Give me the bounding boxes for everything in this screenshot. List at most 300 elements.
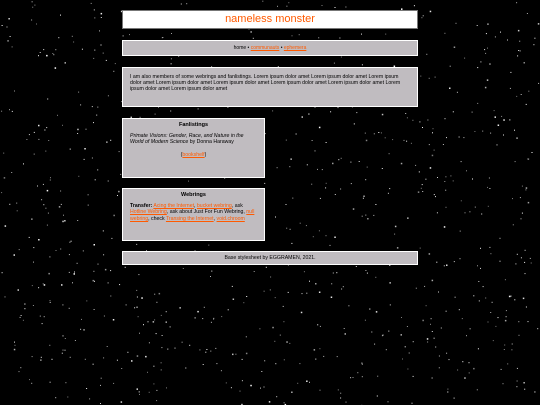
star (515, 263, 516, 264)
star (97, 107, 98, 108)
star (522, 186, 523, 187)
star (495, 326, 496, 327)
star (457, 370, 458, 371)
star (422, 320, 424, 322)
star (83, 250, 84, 251)
star (510, 72, 511, 73)
star (206, 349, 207, 350)
star (235, 354, 236, 355)
star (103, 254, 104, 255)
star (446, 207, 447, 208)
star (4, 177, 5, 179)
star (427, 120, 428, 121)
star (449, 359, 450, 360)
star (306, 293, 307, 294)
star (107, 346, 108, 347)
star (20, 367, 21, 368)
star (309, 281, 310, 282)
star (94, 50, 95, 51)
star (345, 333, 347, 335)
star (162, 335, 163, 336)
star (407, 369, 408, 370)
star (179, 307, 181, 309)
star (9, 109, 10, 110)
star (32, 356, 33, 357)
star (421, 188, 422, 189)
star (156, 390, 157, 391)
star (500, 32, 501, 33)
star (314, 349, 316, 351)
star (17, 210, 18, 211)
webring-link-null[interactable]: null webring (130, 209, 255, 222)
star (465, 212, 466, 213)
webring-link-acing[interactable]: Acing the Internet (153, 203, 195, 210)
star (472, 112, 473, 113)
nav-bar (122, 40, 418, 56)
star (434, 150, 435, 151)
star (430, 167, 432, 169)
star (36, 24, 37, 25)
webring-link-void[interactable]: void.chroom (216, 215, 245, 222)
fanlistings-box (122, 118, 265, 178)
star (424, 286, 425, 287)
star (286, 6, 287, 7)
star (532, 152, 533, 153)
star (143, 324, 144, 325)
star (55, 397, 56, 398)
star (166, 321, 168, 323)
star (453, 111, 454, 112)
star (264, 360, 265, 361)
star (62, 304, 63, 305)
star (322, 5, 323, 6)
star (276, 396, 277, 397)
star (500, 261, 501, 262)
star (405, 346, 406, 347)
star (464, 377, 466, 379)
star (503, 135, 504, 136)
star (365, 270, 366, 271)
star (478, 281, 479, 282)
star (444, 265, 445, 266)
star (77, 133, 78, 134)
webring-link-hotline[interactable]: Hotline Webring (130, 209, 167, 216)
star (513, 224, 514, 225)
intro-text: I am also members of some webrings and fanlistings. Lorem ipsum dolor amet Lorem ipsum dolor amet Lorem ipsum dolor amet Lorem ipsum dolor amet Lorem ipsum dolor amet Lorem ipsum dolor amet Lorem ipsum dolor amet Lorem ipsum dolor amet Lorem ipsum dolor amet (130, 74, 401, 93)
star (319, 292, 321, 294)
star (94, 244, 96, 246)
star (78, 92, 79, 93)
star (119, 284, 120, 285)
star (110, 296, 111, 297)
star (487, 187, 488, 188)
star (518, 50, 519, 51)
star (153, 366, 154, 367)
star (156, 302, 157, 303)
star (47, 225, 48, 226)
star (407, 326, 408, 327)
star (213, 319, 214, 320)
star (161, 347, 162, 348)
star (484, 49, 485, 50)
star (113, 383, 114, 384)
star (474, 131, 475, 132)
star (335, 7, 336, 8)
star (538, 23, 540, 25)
star (12, 111, 13, 112)
star (323, 356, 324, 357)
star (430, 11, 432, 13)
star (33, 247, 34, 248)
star (437, 212, 438, 213)
star (519, 41, 520, 42)
star (509, 119, 511, 121)
star (215, 348, 216, 349)
star (523, 298, 525, 300)
star (304, 271, 305, 272)
star (86, 388, 87, 389)
star (11, 172, 12, 173)
star (371, 332, 372, 333)
star (53, 54, 54, 55)
star (47, 190, 49, 192)
star (86, 300, 87, 301)
star (518, 321, 519, 322)
star (462, 361, 463, 362)
star (489, 188, 490, 189)
star (121, 368, 122, 369)
star (41, 357, 42, 358)
star (86, 129, 87, 130)
star (426, 305, 427, 306)
star (44, 130, 45, 131)
nav-link-ephemera[interactable]: ephemera (283, 45, 307, 51)
star (119, 151, 120, 152)
star (494, 110, 495, 111)
star (62, 221, 64, 223)
star (516, 386, 517, 387)
star (462, 318, 463, 319)
star (246, 353, 248, 355)
star (26, 139, 27, 140)
star (478, 348, 479, 349)
bookshelf-line (130, 152, 257, 158)
star (59, 206, 61, 208)
nav-separator: • (246, 45, 251, 51)
star (38, 125, 40, 127)
star (72, 282, 73, 283)
star (449, 88, 451, 90)
star (149, 392, 150, 393)
star (490, 133, 491, 134)
star (423, 15, 424, 16)
star (20, 317, 21, 318)
star (270, 277, 271, 278)
star (439, 356, 440, 357)
star (340, 393, 341, 394)
nav-home[interactable]: home (233, 45, 247, 51)
star (489, 247, 490, 248)
star (473, 295, 474, 296)
star (202, 318, 203, 319)
star (288, 2, 289, 3)
star (401, 334, 403, 336)
star (526, 307, 527, 308)
star (521, 257, 522, 258)
star (483, 286, 484, 287)
star (147, 372, 148, 373)
webring-link-transing[interactable]: Transing the Internet (165, 215, 214, 222)
star (3, 153, 4, 154)
star (111, 238, 112, 239)
star (482, 131, 483, 132)
star (94, 309, 95, 310)
star (336, 272, 337, 273)
star (498, 317, 499, 318)
star (61, 284, 63, 286)
star (103, 230, 104, 231)
bookshelf-link[interactable]: bookshelf (182, 151, 205, 158)
star (435, 77, 436, 78)
star (454, 261, 455, 262)
star (16, 203, 17, 204)
star (100, 403, 101, 404)
star (166, 311, 167, 312)
star (507, 40, 508, 41)
star (12, 46, 13, 47)
star (376, 311, 378, 313)
star (44, 316, 45, 317)
star (89, 398, 90, 399)
star (65, 62, 67, 64)
star (117, 195, 118, 196)
star (103, 357, 104, 358)
star (55, 49, 56, 50)
star (185, 368, 186, 369)
star (434, 338, 435, 339)
star (211, 271, 212, 272)
star (31, 20, 32, 21)
star (480, 268, 481, 269)
star (85, 359, 86, 360)
nav-separator: • (279, 45, 284, 51)
transfer-label: Transfer: (130, 203, 153, 210)
star (88, 205, 89, 206)
star (429, 78, 430, 79)
star (386, 349, 387, 350)
star (121, 401, 123, 403)
star (528, 202, 530, 204)
star (95, 179, 96, 180)
star (500, 238, 501, 239)
star (432, 132, 433, 133)
star (479, 300, 480, 301)
star (459, 137, 460, 138)
star (320, 326, 321, 327)
star (489, 63, 491, 65)
site-title: nameless monster (225, 13, 315, 25)
star (97, 169, 98, 170)
star (431, 318, 432, 319)
star (445, 176, 446, 177)
star (148, 321, 149, 322)
star (505, 320, 507, 322)
star (436, 262, 437, 263)
star (461, 200, 462, 201)
star (113, 319, 115, 321)
star (81, 319, 82, 320)
star (70, 149, 71, 150)
star (533, 44, 534, 45)
star (288, 292, 289, 293)
star (101, 13, 103, 15)
star (475, 207, 476, 208)
star (490, 253, 491, 254)
star (118, 191, 120, 193)
star (331, 297, 333, 299)
star (108, 181, 109, 182)
star (62, 353, 63, 354)
star (32, 1, 33, 2)
star (485, 87, 487, 89)
star (221, 316, 222, 317)
star (274, 341, 275, 342)
star (526, 187, 528, 189)
star (60, 191, 61, 192)
star (481, 214, 482, 215)
star (469, 372, 470, 373)
star (50, 180, 51, 181)
star (283, 321, 284, 322)
star (96, 115, 97, 116)
star (127, 352, 128, 353)
star (480, 61, 481, 62)
star (437, 177, 438, 178)
star (383, 335, 384, 336)
star (108, 282, 109, 283)
star (444, 226, 446, 228)
star (73, 42, 74, 43)
star (34, 154, 35, 155)
star (320, 390, 321, 391)
star (283, 306, 284, 307)
star (60, 249, 61, 250)
star (232, 286, 233, 287)
star (125, 267, 126, 268)
star (29, 134, 30, 135)
star (14, 91, 15, 92)
star (56, 250, 57, 251)
star (260, 388, 261, 389)
star (134, 307, 135, 308)
star (511, 349, 512, 350)
star (390, 304, 391, 305)
star (507, 363, 508, 364)
star (477, 265, 478, 266)
star (443, 144, 444, 145)
star (77, 129, 79, 131)
star (126, 304, 127, 305)
star (153, 321, 155, 323)
star (510, 88, 511, 89)
star (24, 303, 26, 305)
star (181, 4, 182, 5)
star (472, 179, 473, 180)
star (469, 211, 470, 212)
star (199, 349, 200, 350)
star (297, 383, 298, 384)
star (7, 27, 8, 28)
star (31, 218, 32, 220)
star (486, 33, 487, 34)
star (531, 263, 532, 264)
star (501, 116, 502, 117)
star (82, 49, 83, 50)
star (77, 220, 78, 221)
star (480, 248, 481, 249)
star (2, 25, 3, 26)
star (420, 76, 421, 77)
star (154, 294, 155, 295)
star (139, 394, 140, 395)
star (99, 30, 100, 31)
star (338, 389, 339, 390)
webring-link-bucket[interactable]: bucket webring (196, 203, 232, 210)
fanlistings-entry (130, 133, 257, 145)
star (159, 293, 161, 295)
star (353, 377, 354, 378)
star (350, 377, 351, 378)
star (14, 349, 16, 351)
star (528, 321, 529, 322)
star (182, 342, 183, 343)
star (103, 53, 104, 54)
star (446, 353, 447, 354)
star (277, 6, 278, 7)
star (74, 272, 75, 273)
star (429, 144, 430, 145)
nav-link-communauts[interactable]: communauts (250, 45, 280, 51)
star (108, 95, 109, 96)
star (84, 148, 86, 150)
fanlistings-title: Fanlistings (178, 122, 209, 128)
star (156, 333, 157, 334)
side-column (122, 118, 265, 241)
star (454, 398, 455, 399)
star (101, 378, 102, 379)
star (77, 263, 78, 264)
star (37, 186, 38, 187)
star (32, 285, 33, 286)
star (19, 371, 20, 372)
site-title-bar (122, 10, 418, 29)
star (412, 403, 413, 404)
star (345, 7, 346, 8)
star (333, 273, 334, 274)
star (23, 320, 24, 321)
star (226, 382, 227, 383)
star (459, 309, 460, 310)
star (416, 288, 417, 289)
star (243, 302, 244, 303)
star (186, 3, 187, 4)
star (104, 316, 105, 317)
star (138, 274, 139, 275)
star (343, 286, 344, 287)
star (80, 104, 81, 105)
star (517, 368, 518, 369)
star (161, 362, 162, 363)
